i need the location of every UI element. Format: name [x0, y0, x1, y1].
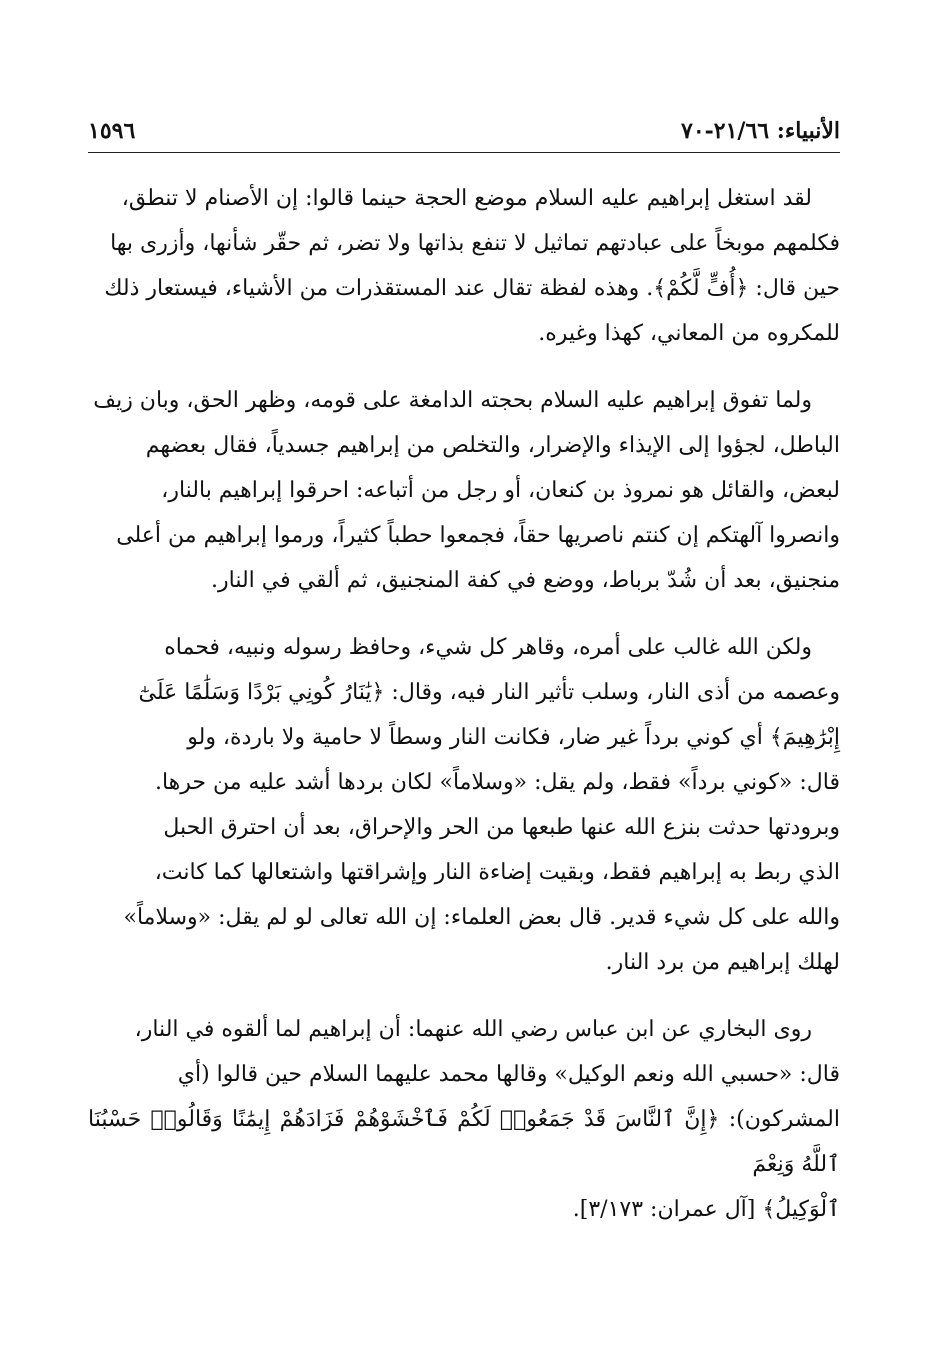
- text-line: ٱلْوَكِيلُ﴾ [آل عمران: ٣/١٧٣].: [572, 1197, 840, 1222]
- text-line: وعصمه من أذى النار، وسلب تأثير النار فيه، وقال: ﴿يَٰنَارُ كُونِي بَرْدًا وَسَلَٰمًا عَلَىٰٓ: [138, 680, 840, 705]
- text-line: قال: «حسبي الله ونعم الوكيل» وقالها محمد عليهما السلام حين قالوا (أي: [177, 1062, 840, 1087]
- text-line: منجنيق، بعد أن شُدّ برباط، ووضع في كفة المنجنيق، ثم ألقي في النار.: [211, 568, 840, 593]
- page-header: [88, 112, 840, 153]
- paragraph-3: [88, 625, 840, 985]
- text-line: ولما تفوق إبراهيم عليه السلام بحجته الدامغة على قومه، وظهر الحق، وبان زيف: [93, 388, 812, 413]
- text-line: الباطل، لجؤوا إلى الإيذاء والإضرار، والتخلص من إبراهيم جسدياً، فقال بعضهم: [145, 433, 840, 458]
- page-body: [88, 176, 840, 1254]
- text-line: إِبْرَٰهِيمَ﴾ أي كوني برداً غير ضار، فكانت النار وسطاً لا حامية ولا باردة، ولو: [187, 725, 840, 750]
- text-line: فكلمهم موبخاً على عبادتهم تماثيل لا تنفع بذاتها ولا تضر، ثم حقّر شأنها، وأزرى بها: [110, 231, 840, 256]
- text-line: لهلك إبراهيم من برد النار.: [605, 950, 840, 975]
- text-line: للمكروه من المعاني، كهذا وغيره.: [538, 321, 840, 346]
- text-line: وبرودتها حدثت بنزع الله عنها طبعها من الحر والإحراق، بعد أن احترق الحبل: [163, 815, 840, 840]
- text-line: وانصروا آلهتكم إن كنتم ناصريها حقاً، فجمعوا حطباً كثيراً، ورموا إبراهيم من أعلى: [116, 523, 840, 548]
- text-line: روى البخاري عن ابن عباس رضي الله عنهما: أن إبراهيم لما ألقوه في النار،: [134, 1017, 812, 1042]
- text-line: قال: «كوني برداً» فقط، ولم يقل: «وسلاماً» لكان بردها أشد عليه من حرها.: [154, 770, 840, 795]
- chapter-reference: الأنبياء: ٢١/٦٦-٧٠: [681, 118, 840, 144]
- text-line: الذي ربط به إبراهيم فقط، وبقيت إضاءة النار وإشراقتها واشتعالها كما كانت،: [154, 860, 840, 885]
- paragraph-2: [88, 378, 840, 603]
- text-line: المشركون): ﴿إِنَّ ٱلنَّاسَ قَدْ جَمَعُوا۟ لَكُمْ فَٱخْشَوْهُمْ فَزَادَهُمْ إِيمَٰنًا وَقَالُوا۟ حَسْبُنَا ٱللَّهُ وَنِعْمَ: [88, 1107, 840, 1177]
- paragraph-1: [88, 176, 840, 356]
- text-line: والله على كل شيء قدير. قال بعض العلماء: إن الله تعالى لو لم يقل: «وسلاماً»: [123, 905, 840, 930]
- page-number: ١٥٩٦: [88, 118, 136, 144]
- text-line: حين قال: ﴿أُفٍّ لَّكُمْ﴾. وهذه لفظة تقال عند المستقذرات من الأشياء، فيستعار ذلك: [104, 276, 840, 301]
- text-line: ولكن الله غالب على أمره، وقاهر كل شيء، وحافظ رسوله ونبيه، فحماه: [164, 635, 812, 660]
- paragraph-4: [88, 1007, 840, 1232]
- text-line: لبعض، والقائل هو نمروذ بن كنعان، أو رجل من أتباعه: احرقوا إبراهيم بالنار،: [161, 478, 840, 503]
- text-line: لقد استغل إبراهيم عليه السلام موضع الحجة حينما قالوا: إن الأصنام لا تنطق،: [121, 186, 812, 211]
